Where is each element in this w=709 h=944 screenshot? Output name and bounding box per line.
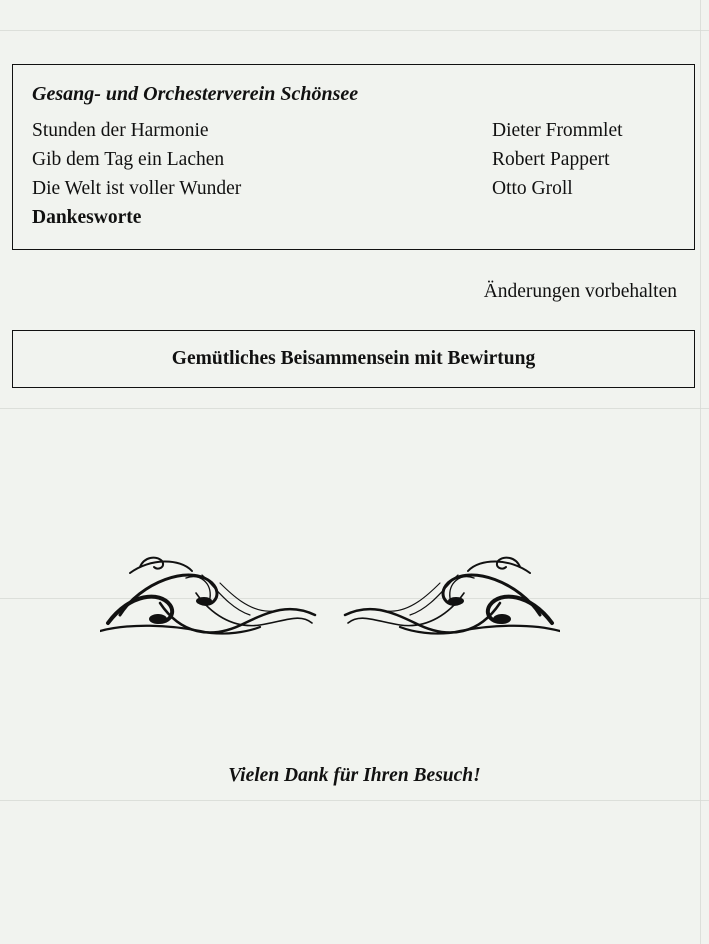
piece-composer: Otto Groll	[492, 178, 573, 199]
bleed-line	[0, 800, 709, 801]
piece-title: Dankesworte	[32, 207, 142, 228]
changes-note: Änderungen vorbehalten	[483, 281, 677, 302]
piece-composer: Dieter Frommlet	[492, 120, 623, 141]
bleed-line	[0, 408, 709, 409]
piece-title: Die Welt ist voller Wunder	[32, 178, 242, 199]
piece-composer: Robert Pappert	[492, 149, 610, 170]
program-row	[32, 149, 672, 178]
program-list	[32, 120, 672, 236]
ensemble-heading: Gesang- und Orchesterverein Schönsee	[32, 83, 359, 105]
program-row	[32, 120, 672, 149]
program-box	[12, 64, 695, 250]
flourish-ornament-icon	[100, 553, 560, 651]
closing-thanks: Vielen Dank für Ihren Besuch!	[228, 765, 481, 786]
bleed-line	[700, 0, 701, 944]
social-text: Gemütliches Beisammensein mit Bewirtung	[171, 348, 536, 369]
piece-title: Stunden der Harmonie	[32, 120, 209, 141]
bleed-line	[0, 30, 709, 31]
program-row	[32, 178, 672, 207]
program-row	[32, 207, 672, 236]
social-box	[12, 330, 695, 388]
piece-title: Gib dem Tag ein Lachen	[32, 149, 225, 170]
